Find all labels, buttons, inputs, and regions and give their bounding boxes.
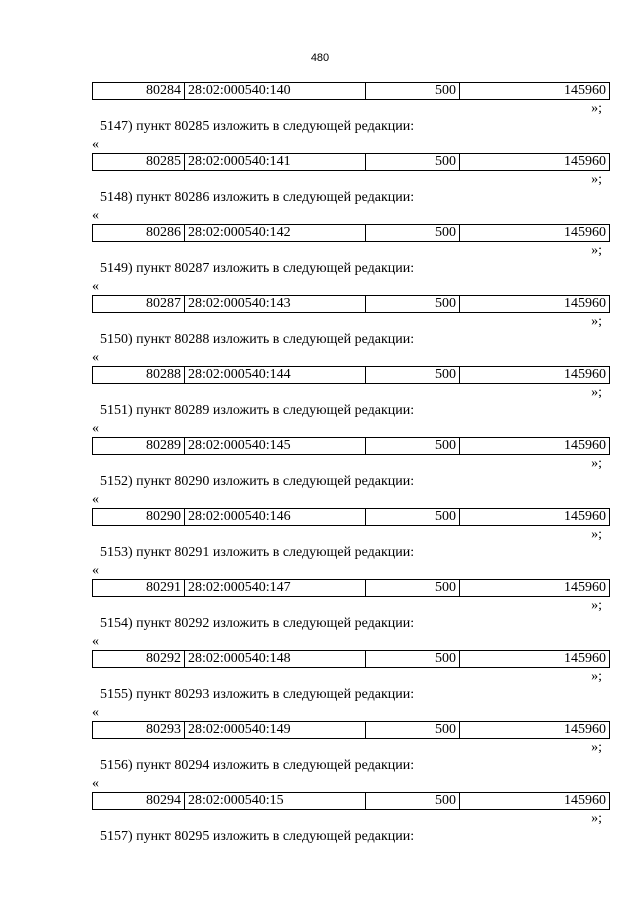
opening-quote: « [92, 137, 99, 152]
cadastral-number-cell: 28:02:000540:142 [185, 225, 366, 242]
value-cell: 145960 [460, 509, 610, 526]
closing-quote: »; [591, 172, 602, 187]
item-number-cell: 80290 [93, 509, 185, 526]
area-cell: 500 [366, 793, 460, 810]
cadastral-number-cell: 28:02:000540:15 [185, 793, 366, 810]
amendment-instruction: 5155) пункт 80293 изложить в следующей редакции: [100, 687, 415, 702]
value-cell: 145960 [460, 367, 610, 384]
opening-quote: « [92, 421, 99, 436]
area-cell: 500 [366, 651, 460, 668]
value-cell: 145960 [460, 296, 610, 313]
area-cell: 500 [366, 509, 460, 526]
amendment-instruction: 5156) пункт 80294 изложить в следующей редакции: [100, 758, 415, 773]
value-cell: 145960 [460, 225, 610, 242]
opening-quote: « [92, 208, 99, 223]
opening-quote: « [92, 634, 99, 649]
item-number-cell: 80288 [93, 367, 185, 384]
amendment-instruction: 5157) пункт 80295 изложить в следующей редакции: [100, 829, 415, 844]
area-cell: 500 [366, 580, 460, 597]
item-number-cell: 80291 [93, 580, 185, 597]
document-body [92, 82, 610, 846]
area-cell: 500 [366, 722, 460, 739]
item-number-cell: 80292 [93, 651, 185, 668]
table-row [92, 295, 610, 313]
value-cell: 145960 [460, 438, 610, 455]
item-number-cell: 80286 [93, 225, 185, 242]
table-row [92, 579, 610, 597]
opening-quote: « [92, 705, 99, 720]
area-cell: 500 [366, 225, 460, 242]
cadastral-number-cell: 28:02:000540:140 [185, 83, 366, 100]
cadastral-number-cell: 28:02:000540:147 [185, 580, 366, 597]
area-cell: 500 [366, 367, 460, 384]
table-row [92, 437, 610, 455]
item-number-cell: 80293 [93, 722, 185, 739]
cadastral-number-cell: 28:02:000540:149 [185, 722, 366, 739]
cadastral-number-cell: 28:02:000540:143 [185, 296, 366, 313]
value-cell: 145960 [460, 651, 610, 668]
opening-quote: « [92, 350, 99, 365]
table-row [92, 366, 610, 384]
area-cell: 500 [366, 438, 460, 455]
area-cell: 500 [366, 296, 460, 313]
amendment-instruction: 5154) пункт 80292 изложить в следующей редакции: [100, 616, 415, 631]
amendment-instruction: 5151) пункт 80289 изложить в следующей редакции: [100, 403, 415, 418]
value-cell: 145960 [460, 722, 610, 739]
cadastral-number-cell: 28:02:000540:141 [185, 154, 366, 171]
amendment-instruction: 5152) пункт 80290 изложить в следующей редакции: [100, 474, 415, 489]
item-number-cell: 80284 [93, 83, 185, 100]
closing-quote: »; [591, 101, 602, 116]
item-number-cell: 80289 [93, 438, 185, 455]
area-cell: 500 [366, 154, 460, 171]
value-cell: 145960 [460, 154, 610, 171]
value-cell: 145960 [460, 83, 610, 100]
opening-quote: « [92, 776, 99, 791]
amendment-instruction: 5153) пункт 80291 изложить в следующей редакции: [100, 545, 415, 560]
amendment-instruction: 5150) пункт 80288 изложить в следующей редакции: [100, 332, 415, 347]
cadastral-number-cell: 28:02:000540:146 [185, 509, 366, 526]
item-number-cell: 80294 [93, 793, 185, 810]
table-row [92, 721, 610, 739]
table-row [92, 153, 610, 171]
closing-quote: »; [591, 456, 602, 471]
value-cell: 145960 [460, 793, 610, 810]
item-number-cell: 80285 [93, 154, 185, 171]
closing-quote: »; [591, 385, 602, 400]
closing-quote: »; [591, 314, 602, 329]
amendment-instruction: 5149) пункт 80287 изложить в следующей редакции: [100, 261, 415, 276]
table-row [92, 82, 610, 100]
area-cell: 500 [366, 83, 460, 100]
cadastral-number-cell: 28:02:000540:145 [185, 438, 366, 455]
cadastral-number-cell: 28:02:000540:144 [185, 367, 366, 384]
table-row [92, 508, 610, 526]
table-row [92, 792, 610, 810]
closing-quote: »; [591, 243, 602, 258]
item-number-cell: 80287 [93, 296, 185, 313]
closing-quote: »; [591, 598, 602, 613]
cadastral-number-cell: 28:02:000540:148 [185, 651, 366, 668]
value-cell: 145960 [460, 580, 610, 597]
amendment-instruction: 5148) пункт 80286 изложить в следующей редакции: [100, 190, 415, 205]
closing-quote: »; [591, 669, 602, 684]
closing-quote: »; [591, 527, 602, 542]
page-number: 480 [310, 52, 330, 64]
amendment-instruction: 5147) пункт 80285 изложить в следующей редакции: [100, 119, 415, 134]
closing-quote: »; [591, 740, 602, 755]
table-row [92, 650, 610, 668]
table-row [92, 224, 610, 242]
opening-quote: « [92, 279, 99, 294]
opening-quote: « [92, 563, 99, 578]
opening-quote: « [92, 492, 99, 507]
closing-quote: »; [591, 811, 602, 826]
